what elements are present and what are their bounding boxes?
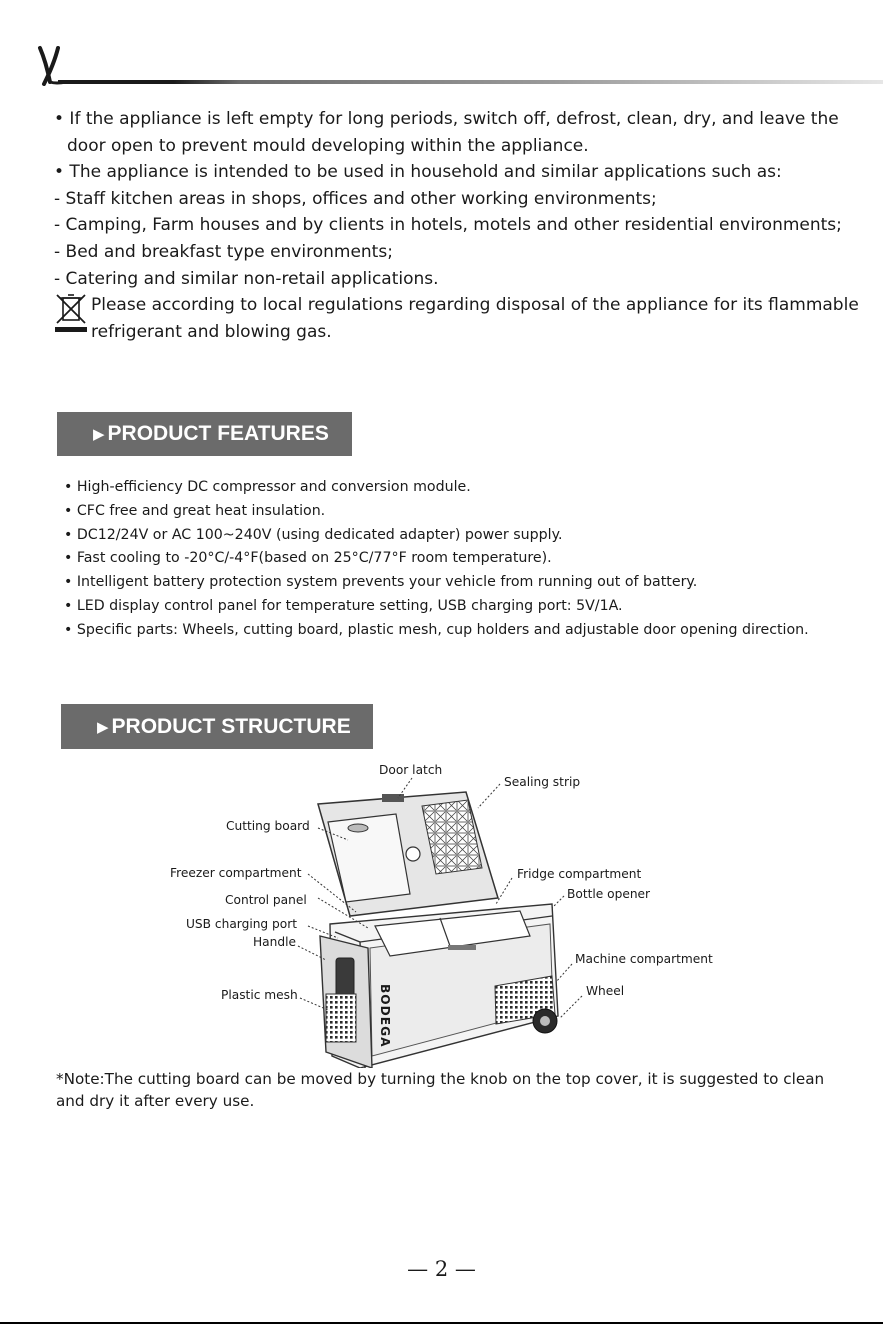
feature-item: • Specific parts: Wheels, cutting board, plastic mesh, cup holders and adjustable door opening direction. bbox=[64, 621, 809, 638]
label-fridge-compartment: Fridge compartment bbox=[517, 867, 642, 881]
label-usb-charging-port: USB charging port bbox=[186, 917, 298, 931]
fridge-lid bbox=[318, 792, 498, 916]
feature-item: • Intelligent battery protection system prevents your vehicle from running out of battery. bbox=[64, 574, 698, 591]
intro-dash-item: - Bed and breakfast type environments; bbox=[54, 241, 393, 262]
label-control-panel: Control panel bbox=[225, 893, 307, 907]
intro-section bbox=[54, 106, 859, 345]
label-wheel: Wheel bbox=[586, 984, 625, 998]
page-number: — 2 — bbox=[407, 1257, 476, 1281]
label-sealing-strip: Sealing strip bbox=[504, 775, 581, 789]
label-door-latch: Door latch bbox=[379, 763, 443, 777]
disposal-notice bbox=[54, 292, 859, 319]
label-handle: Handle bbox=[253, 935, 296, 949]
triangle-right-icon: ▶ bbox=[93, 426, 105, 443]
side-panel bbox=[320, 936, 372, 1068]
header-rule bbox=[58, 80, 883, 84]
feature-item: • Fast cooling to -20°C/-4°F(based on 25°C/77°F room temperature). bbox=[64, 550, 552, 567]
intro-bullet-1-line-2: door open to prevent mould developing within the appliance. bbox=[67, 135, 589, 156]
feature-item: • CFC free and great heat insulation. bbox=[64, 502, 326, 519]
intro-dash-item: - Camping, Farm houses and by clients in hotels, motels and other residential environments; bbox=[54, 215, 842, 236]
disposal-text-line-2: refrigerant and blowing gas. bbox=[91, 321, 332, 342]
label-bottle-opener: Bottle opener bbox=[567, 887, 651, 901]
intro-dash-item: - Catering and similar non-retail applications. bbox=[54, 268, 439, 289]
label-cutting-board: Cutting board bbox=[226, 819, 310, 833]
disposal-text-line-1: Please according to local regulations regarding disposal of the appliance for its flammable bbox=[91, 295, 859, 316]
intro-bullet-1-line-1: • If the appliance is left empty for long periods, switch off, defrost, clean, dry, and leave the bbox=[54, 109, 839, 129]
product-features-banner bbox=[57, 412, 352, 456]
product-features-title: PRODUCT FEATURES bbox=[107, 422, 329, 445]
crossed-out-bin-icon bbox=[54, 292, 88, 338]
feature-item: • DC12/24V or AC 100~240V (using dedicated adapter) power supply. bbox=[64, 526, 563, 543]
note-line-1: *Note:The cutting board can be moved by turning the knob on the top cover, it is suggested to clean bbox=[56, 1070, 825, 1088]
label-freezer-compartment: Freezer compartment bbox=[170, 866, 302, 880]
label-machine-compartment: Machine compartment bbox=[575, 952, 713, 966]
intro-bullet-2: • The appliance is intended to be used in household and similar applications such as: bbox=[54, 162, 782, 183]
note-line-2: and dry it after every use. bbox=[56, 1092, 255, 1110]
intro-dash-item: - Staff kitchen areas in shops, offices and other working environments; bbox=[54, 188, 657, 209]
cutting-board-note bbox=[56, 1068, 856, 1112]
product-structure-title: PRODUCT STRUCTURE bbox=[111, 715, 351, 738]
fridge-brand-text: BODEGA bbox=[378, 984, 392, 1048]
triangle-right-icon: ▶ bbox=[97, 719, 109, 736]
features-list bbox=[64, 476, 809, 643]
product-structure-banner bbox=[61, 704, 373, 749]
label-plastic-mesh: Plastic mesh bbox=[221, 988, 298, 1002]
feature-item: • High-efficiency DC compressor and conversion module. bbox=[64, 479, 471, 495]
feature-item: • LED display control panel for temperature setting, USB charging port: 5V/1A. bbox=[64, 597, 623, 614]
fridge-structure-diagram bbox=[160, 756, 740, 1068]
